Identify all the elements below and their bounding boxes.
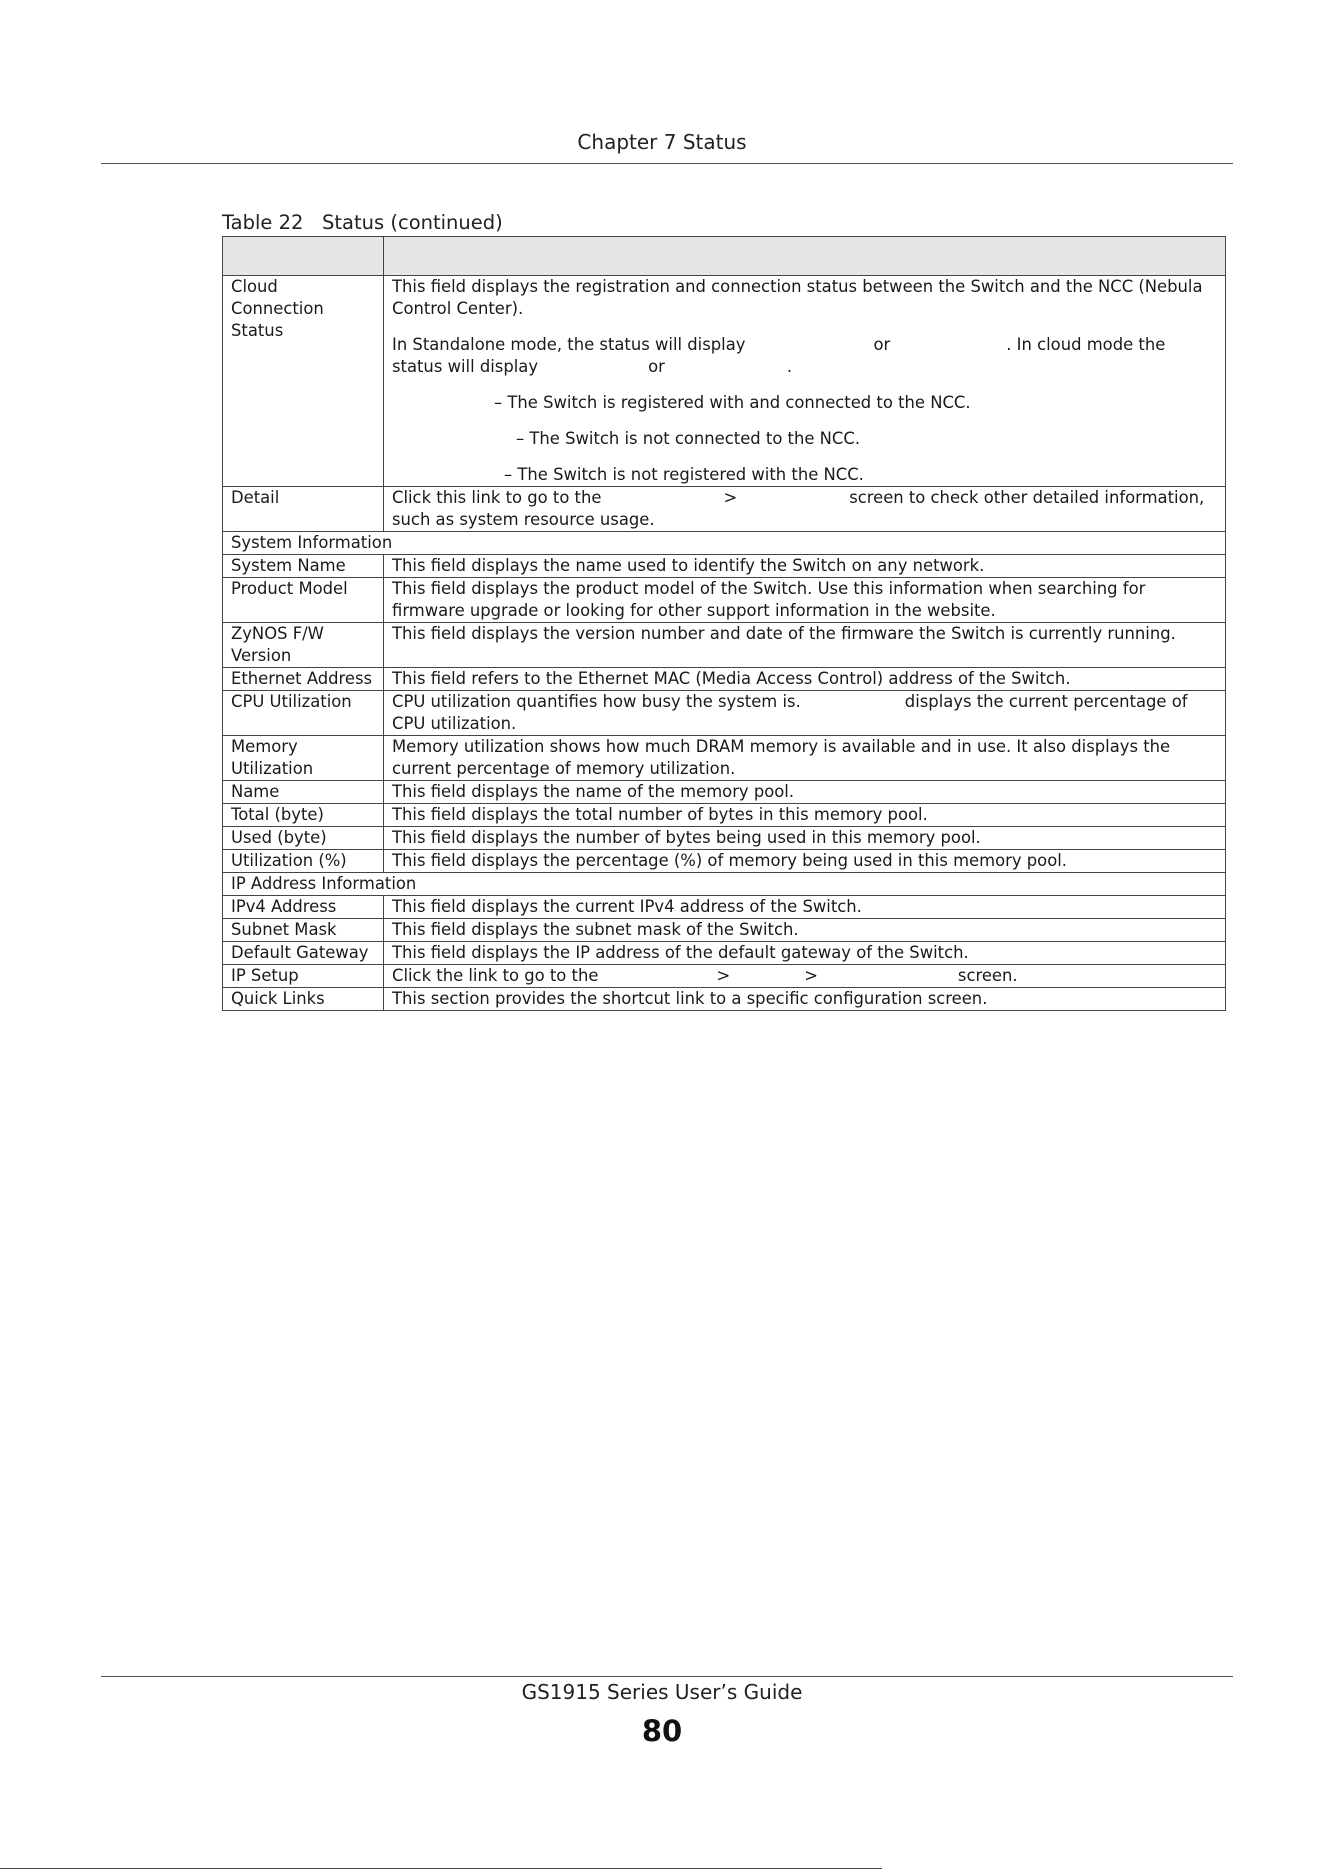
desc-paragraph (392, 464, 1217, 486)
row-label: Name (223, 781, 384, 804)
table-caption: Table 22 Status (continued) (222, 211, 503, 234)
row-label: Ethernet Address (223, 668, 384, 691)
status-table (222, 236, 1226, 1011)
table-header-row (223, 237, 1226, 276)
table-row (223, 623, 1226, 668)
table-row (223, 781, 1226, 804)
desc-text: > (723, 488, 738, 507)
row-description: This field displays the percentage (%) of memory being used in this memory pool. (384, 850, 1226, 873)
row-label: Default Gateway (223, 942, 384, 965)
row-description: This section provides the shortcut link to a specific configuration screen. (384, 988, 1226, 1011)
section-heading-system: System Information (223, 532, 1226, 555)
desc-text: Click the link to go to the (392, 966, 599, 985)
row-label: Detail (223, 487, 384, 532)
desc-text: – The Switch is registered with and connected to the NCC. (494, 393, 971, 412)
row-description: This field displays the current IPv4 address of the Switch. (384, 896, 1226, 919)
table-row (223, 736, 1226, 781)
table-row (223, 276, 1226, 487)
row-label: CPU Utilization (223, 691, 384, 736)
guide-title: GS1915 Series User’s Guide (521, 1680, 803, 1704)
table-row (223, 691, 1226, 736)
table-row (223, 555, 1226, 578)
row-description: Memory utilization shows how much DRAM memory is available and in use. It also displays the current percentage of memory utilization. (384, 736, 1226, 781)
table-row (223, 578, 1226, 623)
table-row (223, 804, 1226, 827)
desc-text: . In cloud mode the status will display (392, 335, 1166, 376)
row-description: This field refers to the Ethernet MAC (Media Access Control) address of the Switch. (384, 668, 1226, 691)
row-description: This field displays the total number of bytes in this memory pool. (384, 804, 1226, 827)
row-label: Utilization (%) (223, 850, 384, 873)
footer-rule (101, 1676, 1233, 1677)
row-description: This field displays the name of the memory pool. (384, 781, 1226, 804)
desc-paragraph: This field displays the registration and connection status between the Switch and the NCC (Nebula Control Center). (392, 277, 1203, 318)
desc-text: > (716, 966, 731, 985)
row-description: This field displays the name used to identify the Switch on any network. (384, 555, 1226, 578)
bottom-rule (0, 1868, 882, 1869)
table-row (223, 988, 1226, 1011)
header-label-col (223, 237, 384, 276)
table-row (223, 487, 1226, 532)
row-label: Total (byte) (223, 804, 384, 827)
table-row (223, 896, 1226, 919)
header-rule (101, 163, 1233, 164)
desc-text: screen. (957, 966, 1018, 985)
row-description (384, 965, 1226, 988)
desc-text: – The Switch is not connected to the NCC. (516, 429, 861, 448)
desc-text: . (786, 357, 793, 376)
section-row (223, 532, 1226, 555)
table-row (223, 942, 1226, 965)
desc-text: CPU utilization quantifies how busy the system is. (392, 692, 801, 711)
desc-paragraph (392, 392, 1217, 414)
row-description (384, 276, 1226, 487)
row-description: This field displays the IP address of the default gateway of the Switch. (384, 942, 1226, 965)
row-description (384, 487, 1226, 532)
row-label: Subnet Mask (223, 919, 384, 942)
desc-text: > (804, 966, 818, 985)
row-description: This field displays the version number and date of the firmware the Switch is currently running. (384, 623, 1226, 668)
desc-paragraph (392, 428, 1217, 450)
row-label: Product Model (223, 578, 384, 623)
row-label: Used (byte) (223, 827, 384, 850)
desc-text: In Standalone mode, the status will display (392, 335, 746, 354)
desc-text: or (648, 357, 665, 376)
desc-paragraph (392, 334, 1217, 378)
row-label: Cloud Connection Status (223, 276, 384, 487)
section-row (223, 873, 1226, 896)
row-description: This field displays the number of bytes being used in this memory pool. (384, 827, 1226, 850)
row-description: This field displays the product model of the Switch. Use this information when searching for firmware upgrade or looking for other support information in the website. (384, 578, 1226, 623)
row-label: Memory Utilization (223, 736, 384, 781)
row-label: System Name (223, 555, 384, 578)
desc-text: displays the current percentage of CPU utilization. (392, 692, 1188, 733)
row-label: ZyNOS F/W Version (223, 623, 384, 668)
desc-text: Click this link to go to the (392, 488, 602, 507)
section-heading-ip: IP Address Information (223, 873, 1226, 896)
header-desc-col (384, 237, 1226, 276)
row-description (384, 691, 1226, 736)
table-row (223, 965, 1226, 988)
row-label: Quick Links (223, 988, 384, 1011)
chapter-title: Chapter 7 Status (577, 130, 747, 154)
desc-text: screen to check other detailed information, such as system resource usage. (392, 488, 1205, 529)
row-label: IPv4 Address (223, 896, 384, 919)
table-row (223, 827, 1226, 850)
table-row (223, 919, 1226, 942)
table-row (223, 668, 1226, 691)
page-number: 80 (641, 1714, 683, 1748)
table-row (223, 850, 1226, 873)
row-description: This field displays the subnet mask of the Switch. (384, 919, 1226, 942)
desc-text: or (873, 335, 891, 354)
row-label: IP Setup (223, 965, 384, 988)
desc-text: – The Switch is not registered with the NCC. (504, 465, 864, 484)
